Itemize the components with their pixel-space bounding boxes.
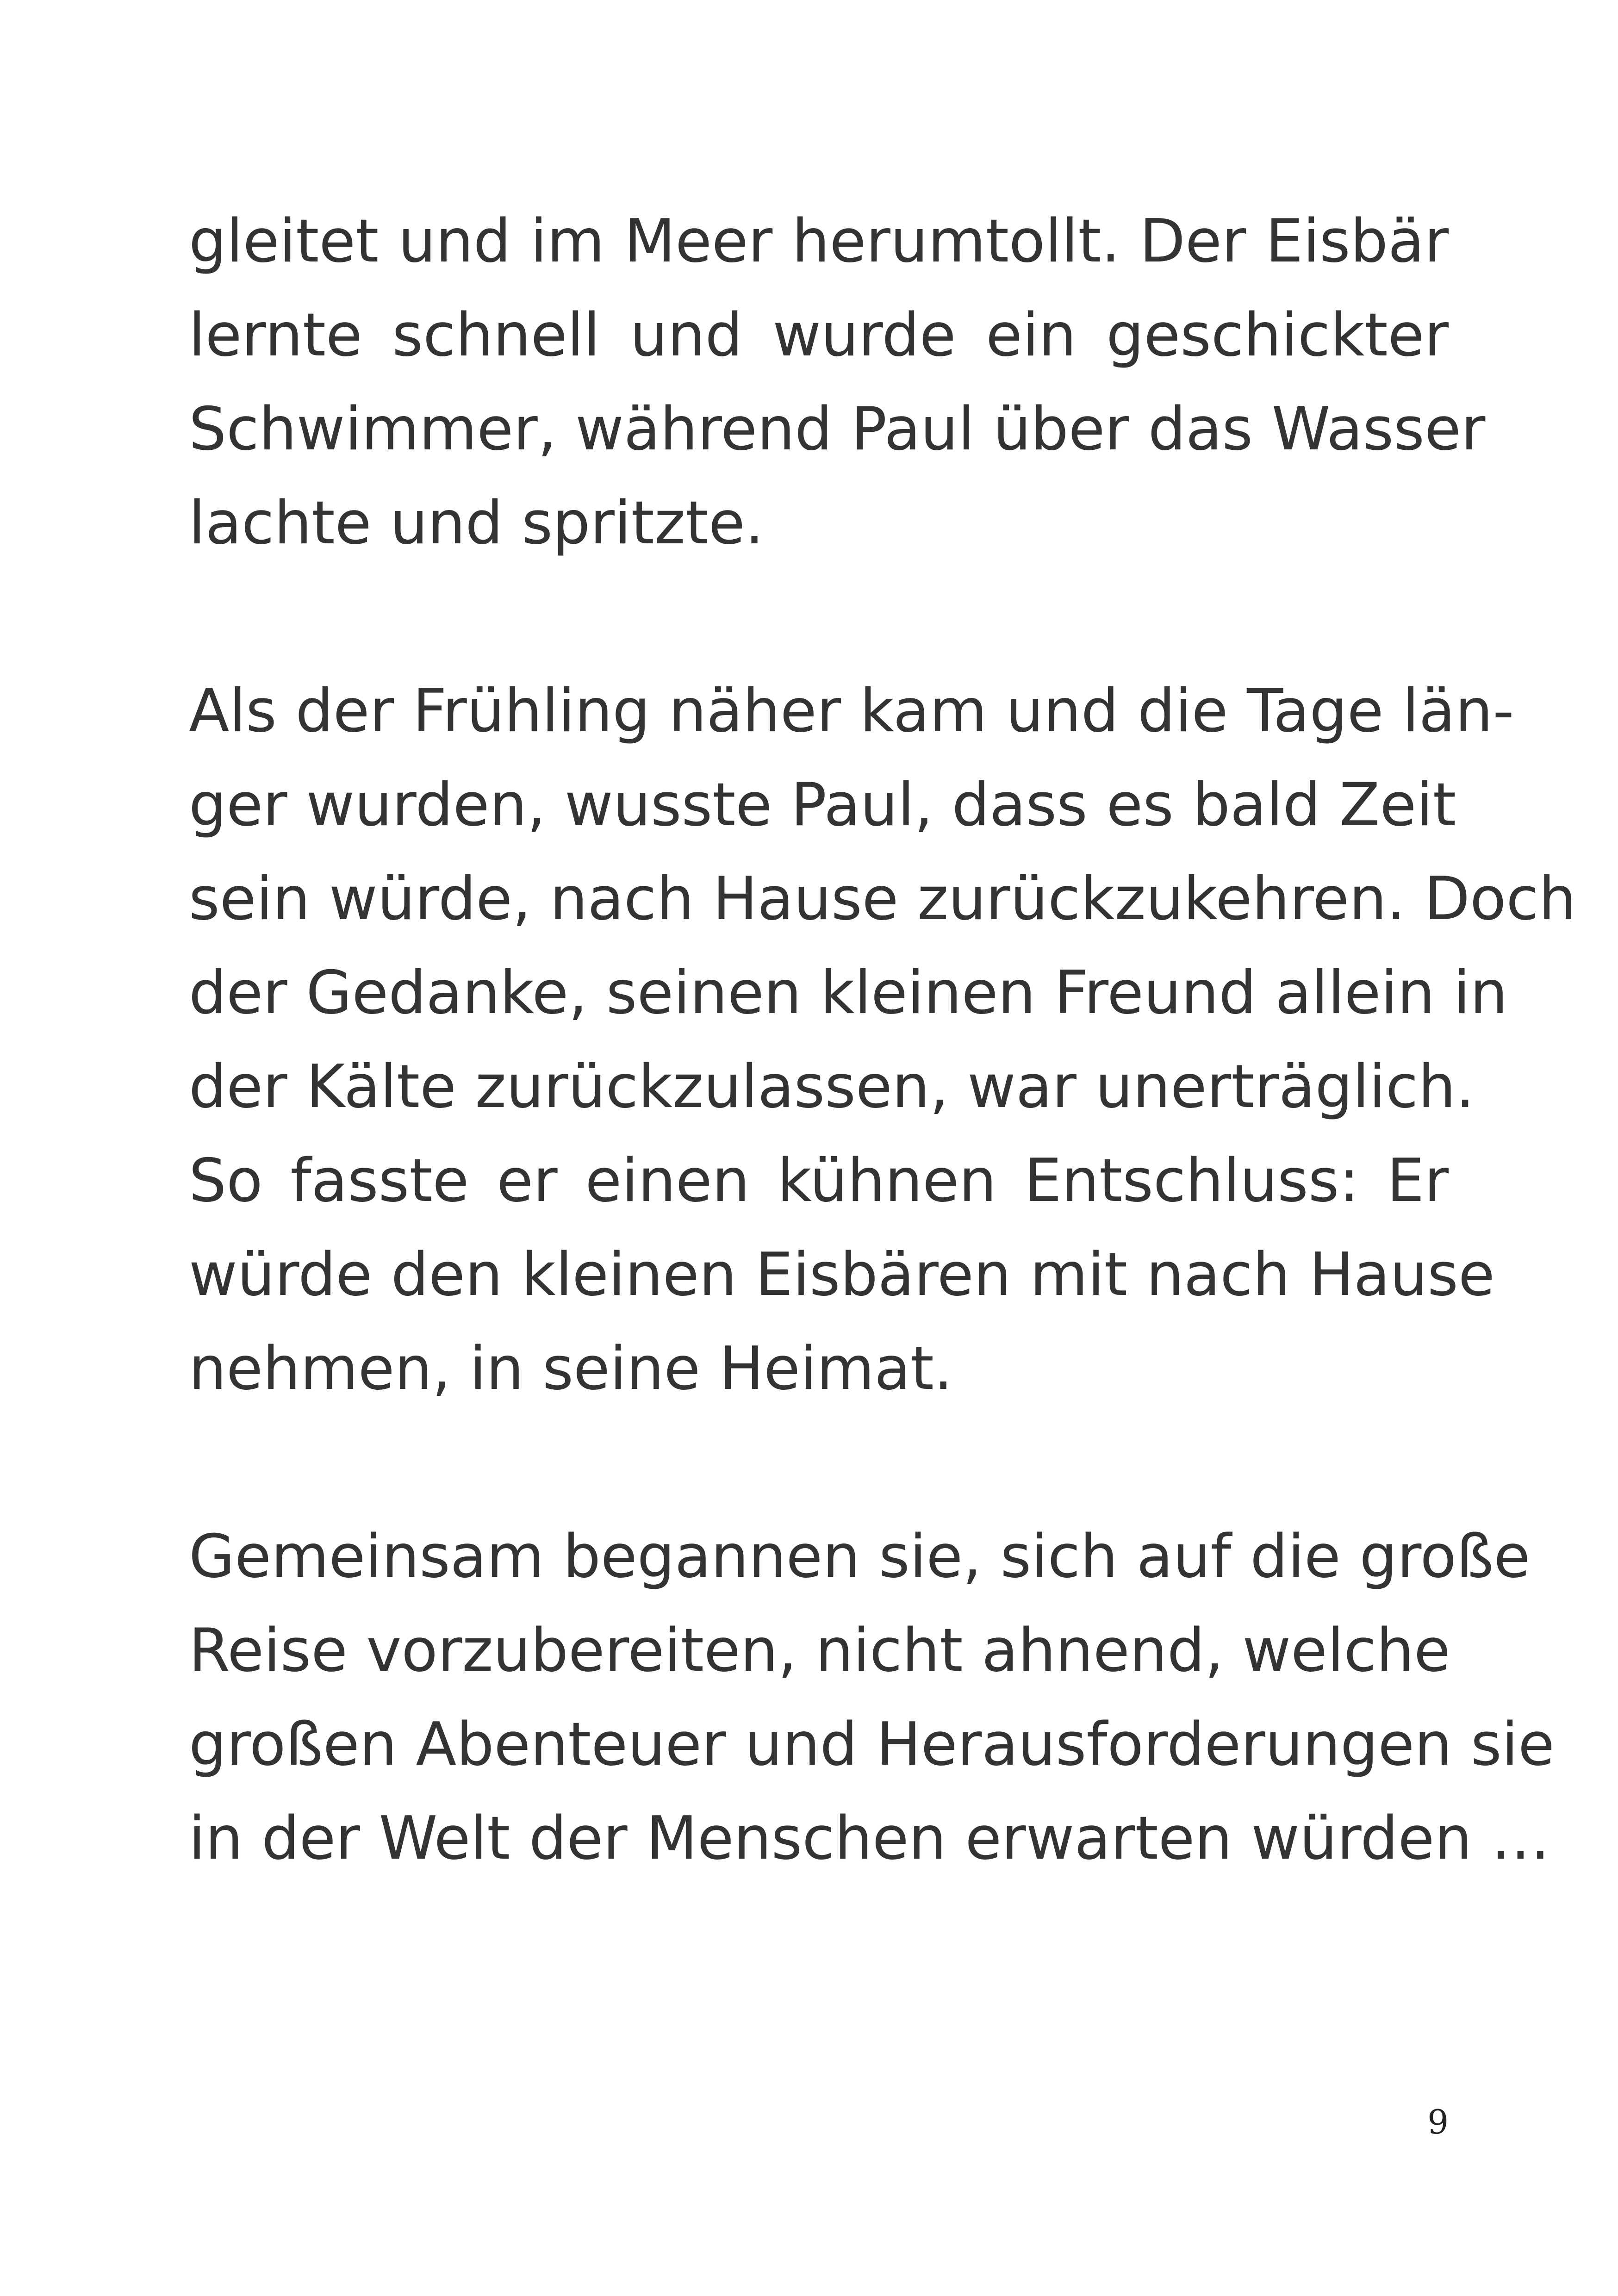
text-line: großen Abenteuer und Herausforderungen sie bbox=[189, 1710, 1555, 1779]
text-line: in der Welt der Menschen erwarten würden … bbox=[189, 1804, 1550, 1873]
text-line: der Kälte zurückzulassen, war unerträglich. bbox=[189, 1052, 1475, 1121]
text-line: würde den kleinen Eisbären mit nach Hause bbox=[189, 1240, 1495, 1309]
paragraph-2 bbox=[189, 664, 1576, 1416]
body-text bbox=[189, 194, 1576, 1885]
page-number: 9 bbox=[1427, 2103, 1449, 2141]
text-line: lernte schnell und wurde ein geschickter bbox=[189, 301, 1449, 370]
paragraph-3 bbox=[189, 1510, 1555, 1885]
text-line: So fasste er einen kühnen Entschluss: Er bbox=[189, 1146, 1449, 1215]
text-line: ger wurden, wusste Paul, dass es bald Zeit bbox=[189, 771, 1456, 840]
text-line: Als der Frühling näher kam und die Tage län- bbox=[189, 677, 1514, 746]
text-line: lachte und spritzte. bbox=[189, 489, 764, 558]
text-line: der Gedanke, seinen kleinen Freund allein in bbox=[189, 958, 1508, 1027]
text-line: sein würde, nach Hause zurückzukehren. Doch bbox=[189, 865, 1576, 933]
paragraph-1 bbox=[189, 194, 1486, 570]
text-line: Schwimmer, während Paul über das Wasser bbox=[189, 395, 1486, 464]
text-line: Reise vorzubereiten, nicht ahnend, welche bbox=[189, 1616, 1450, 1685]
text-line: Gemeinsam begannen sie, sich auf die große bbox=[189, 1522, 1531, 1591]
text-line: gleitet und im Meer herumtollt. Der Eisbär bbox=[189, 207, 1449, 276]
text-line: nehmen, in seine Heimat. bbox=[189, 1334, 953, 1403]
